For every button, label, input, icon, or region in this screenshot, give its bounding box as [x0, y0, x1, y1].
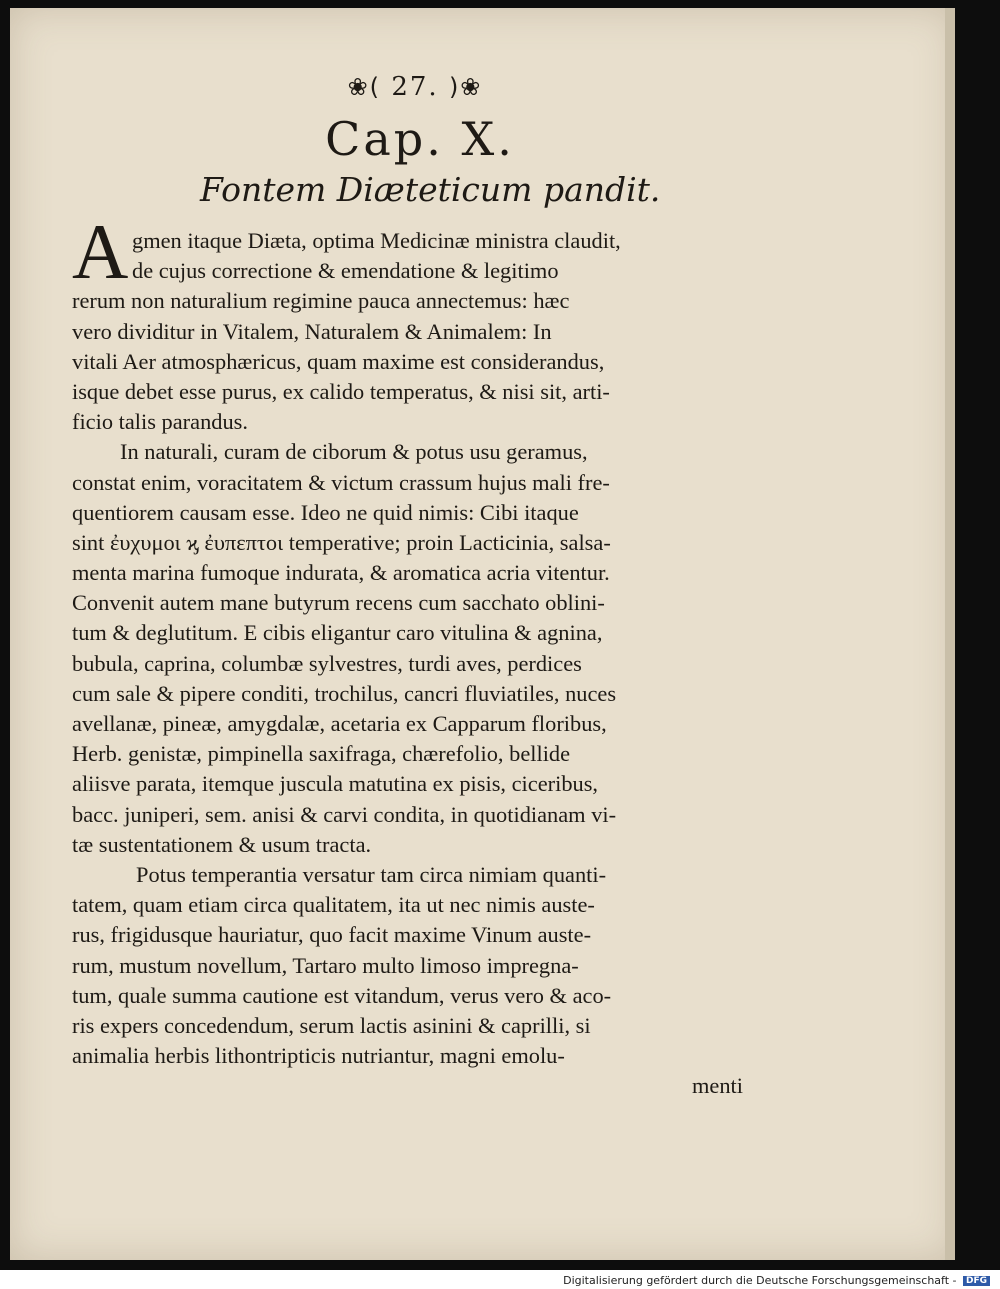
footer	[563, 1274, 990, 1287]
text-line: tum & deglutitum. E cibis eligantur caro vitulina & agnina,	[72, 620, 603, 646]
text-line: bacc. juniperi, sem. anisi & carvi condita, in quotidianam vi-	[72, 801, 617, 827]
text-line: isque debet esse purus, ex calido temperatus, & nisi sit, arti-	[72, 378, 610, 404]
text-line: quentiorem causam esse. Ideo ne quid nimis: Cibi itaque	[72, 499, 579, 525]
text-line: aliisve parata, itemque juscula matutina ex pisis, ciceribus,	[72, 771, 599, 797]
dfg-logo: DFG	[963, 1276, 990, 1286]
text-line: Herb. genistæ, pimpinella saxifraga, chærefolio, bellide	[72, 741, 571, 767]
text-line: sint ἐυχυμοι ϗ ἐυπεπτοι temperative; proin Lacticinia, salsa-	[72, 529, 611, 555]
text-line: gmen itaque Diæta, optima Medicinæ ministra claudit,	[132, 228, 621, 253]
chapter-title: Cap. X.	[325, 112, 515, 166]
text-line: avellanæ, pineæ, amygdalæ, acetaria ex Capparum floribus,	[72, 711, 607, 736]
catchword: menti	[692, 1073, 743, 1099]
left-ornament-icon: ❀(	[347, 73, 382, 101]
text-line: vitali Aer atmosphæricus, quam maxime est considerandus,	[72, 348, 605, 374]
text-line: de cujus correctione & emendatione & legitimo	[132, 258, 559, 284]
text-line: rum, mustum novellum, Tartaro multo limoso impregna-	[72, 952, 579, 978]
page-edge	[945, 8, 955, 1260]
text-line: tatem, quam etiam circa qualitatem, ita ut nec nimis auste-	[72, 892, 595, 918]
text-line: Potus temperantia versatur tam circa nimiam quanti-	[136, 861, 607, 887]
text-line: ficio talis parandus.	[72, 409, 248, 435]
text-line: rus, frigidusque hauriatur, quo facit maxime Vinum auste-	[72, 922, 592, 948]
footer-text: Digitalisierung gefördert durch die Deutsche Forschungsgemeinschaft -	[563, 1274, 957, 1287]
text-line: In naturali, curam de ciborum & potus usu geramus,	[120, 439, 588, 465]
text-line: bubula, caprina, columbæ sylvestres, turdi aves, perdices	[72, 650, 582, 676]
text-line: animalia herbis lithontripticis nutriantur, magni emolu-	[72, 1043, 565, 1069]
text-line: vero dividitur in Vitalem, Naturalem & Animalem: In	[72, 318, 552, 344]
page-header	[310, 72, 520, 102]
text-line: tæ sustentationem & usum tracta.	[72, 831, 372, 857]
body-text	[72, 226, 772, 1101]
chapter-subtitle: Fontem Diæteticum pandit.	[200, 170, 661, 209]
book-page	[10, 8, 955, 1260]
text-line: tum, quale summa cautione est vitandum, verus vero & aco-	[72, 982, 612, 1008]
text-line: ris expers concedendum, serum lactis asinini & caprilli, si	[72, 1012, 591, 1038]
text-line: rerum non naturalium regimine pauca annectemus: hæc	[72, 288, 570, 314]
text-line: constat enim, voracitatem & victum crassum hujus mali fre-	[72, 469, 610, 495]
text-line: Convenit autem mane butyrum recens cum sacchato oblini-	[72, 590, 605, 616]
text-line: menta marina fumoque indurata, & aromatica acria vitentur.	[72, 560, 610, 586]
text-line: cum sale & pipere conditi, trochilus, cancri fluviatiles, nuces	[72, 680, 617, 706]
right-ornament-icon: )❀	[448, 73, 483, 101]
page-number: 27.	[391, 72, 439, 102]
drop-cap: A	[72, 208, 129, 295]
